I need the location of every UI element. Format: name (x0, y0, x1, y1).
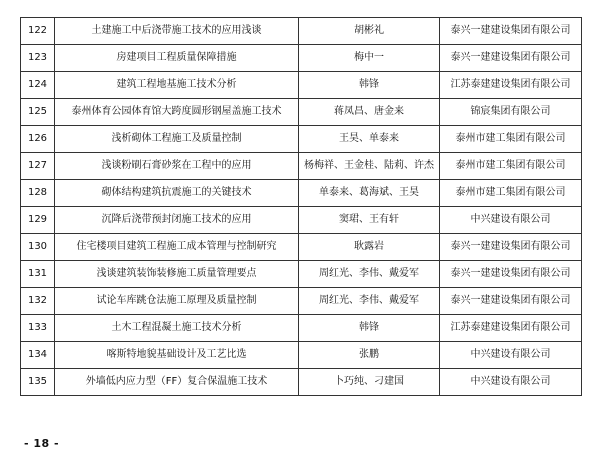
table-row (21, 315, 582, 342)
paper-title-cell: 泰州体育公园体育馆大跨度圆形钢屋盖施工技术 (55, 99, 299, 126)
authors-cell: 杨梅祥、王金桂、陆莉、许杰 (299, 153, 440, 180)
authors-cell: 胡彬礼 (299, 18, 440, 45)
table-row (21, 45, 582, 72)
table-row (21, 72, 582, 99)
paper-title-cell: 浅谈粉刷石膏砂浆在工程中的应用 (55, 153, 299, 180)
table-row (21, 288, 582, 315)
organization-cell: 中兴建设有限公司 (440, 342, 582, 369)
row-number-cell: 132 (21, 288, 55, 315)
paper-title-cell: 浅谈建筑装饰装修施工质量管理要点 (55, 261, 299, 288)
organization-cell: 江苏泰建建设集团有限公司 (440, 315, 582, 342)
table-row (21, 234, 582, 261)
organization-cell: 锦宸集团有限公司 (440, 99, 582, 126)
row-number-cell: 135 (21, 369, 55, 396)
table-row (21, 342, 582, 369)
paper-title-cell: 建筑工程地基施工技术分析 (55, 72, 299, 99)
organization-cell: 泰兴一建建设集团有限公司 (440, 234, 582, 261)
paper-title-cell: 住宅楼项目建筑工程施工成本管理与控制研究 (55, 234, 299, 261)
paper-title-cell: 沉降后浇带预封闭施工技术的应用 (55, 207, 299, 234)
authors-cell: 韩锋 (299, 72, 440, 99)
table-row (21, 18, 582, 45)
page-number: - 18 - (24, 437, 60, 450)
organization-cell: 泰兴一建建设集团有限公司 (440, 288, 582, 315)
table-row (21, 153, 582, 180)
row-number-cell: 124 (21, 72, 55, 99)
paper-title-cell: 外墙低内应力型（FF）复合保温施工技术 (55, 369, 299, 396)
paper-title-cell: 房建项目工程质量保障措施 (55, 45, 299, 72)
row-number-cell: 129 (21, 207, 55, 234)
organization-cell: 江苏泰建建设集团有限公司 (440, 72, 582, 99)
authors-cell: 卜巧纯、刁建国 (299, 369, 440, 396)
table-row (21, 180, 582, 207)
organization-cell: 泰州市建工集团有限公司 (440, 153, 582, 180)
paper-title-cell: 土建施工中后浇带施工技术的应用浅谈 (55, 18, 299, 45)
row-number-cell: 130 (21, 234, 55, 261)
authors-cell: 蒋凤昌、唐金来 (299, 99, 440, 126)
row-number-cell: 122 (21, 18, 55, 45)
papers-table-container (20, 17, 581, 396)
organization-cell: 泰兴一建建设集团有限公司 (440, 261, 582, 288)
row-number-cell: 125 (21, 99, 55, 126)
authors-cell: 梅中一 (299, 45, 440, 72)
organization-cell: 中兴建设有限公司 (440, 369, 582, 396)
paper-title-cell: 砌体结构建筑抗震施工的关键技术 (55, 180, 299, 207)
row-number-cell: 126 (21, 126, 55, 153)
paper-title-cell: 浅析砌体工程施工及质量控制 (55, 126, 299, 153)
organization-cell: 中兴建设有限公司 (440, 207, 582, 234)
organization-cell: 泰兴一建建设集团有限公司 (440, 45, 582, 72)
row-number-cell: 131 (21, 261, 55, 288)
authors-cell: 耿露岩 (299, 234, 440, 261)
authors-cell: 王昊、单泰来 (299, 126, 440, 153)
paper-title-cell: 试论车库跳仓法施工原理及质量控制 (55, 288, 299, 315)
paper-title-cell: 喀斯特地貌基础设计及工艺比选 (55, 342, 299, 369)
table-row (21, 99, 582, 126)
authors-cell: 单泰来、葛海斌、王昊 (299, 180, 440, 207)
papers-table (20, 17, 582, 396)
authors-cell: 张鹏 (299, 342, 440, 369)
row-number-cell: 127 (21, 153, 55, 180)
row-number-cell: 128 (21, 180, 55, 207)
table-row (21, 126, 582, 153)
table-row (21, 369, 582, 396)
papers-table-body (21, 18, 582, 396)
table-row (21, 261, 582, 288)
authors-cell: 周红光、李伟、戴爱军 (299, 288, 440, 315)
table-row (21, 207, 582, 234)
authors-cell: 周红光、李伟、戴爱军 (299, 261, 440, 288)
organization-cell: 泰州市建工集团有限公司 (440, 180, 582, 207)
authors-cell: 韩锋 (299, 315, 440, 342)
organization-cell: 泰州市建工集团有限公司 (440, 126, 582, 153)
row-number-cell: 123 (21, 45, 55, 72)
authors-cell: 窦珺、王有轩 (299, 207, 440, 234)
organization-cell: 泰兴一建建设集团有限公司 (440, 18, 582, 45)
row-number-cell: 134 (21, 342, 55, 369)
row-number-cell: 133 (21, 315, 55, 342)
paper-title-cell: 土木工程混凝土施工技术分析 (55, 315, 299, 342)
